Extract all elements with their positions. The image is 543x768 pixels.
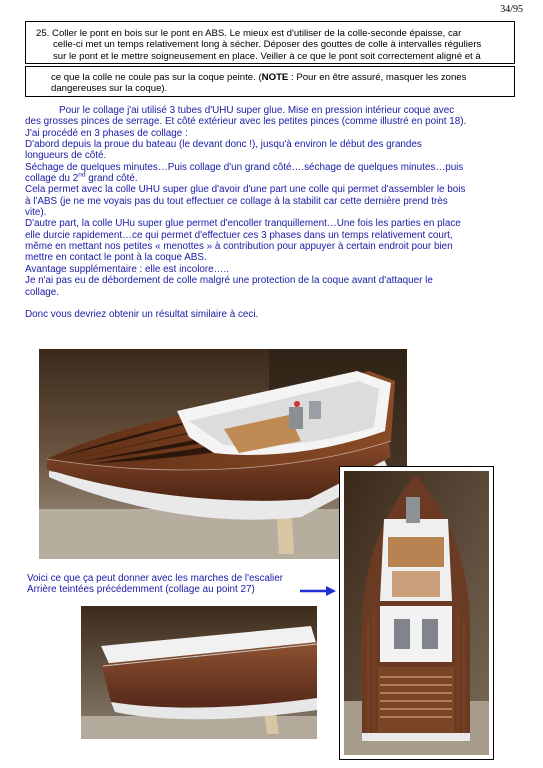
paragraph-line: Séchage de quelques minutes…Puis collage d'un grand côté….séchage de quelques minutes…puis	[25, 161, 464, 173]
paragraph-line: à l'ABS (je ne me voyais pas du tout effectuer ce collage à la stabilit car cette dernière prend très	[25, 195, 448, 207]
instruction-text: Coller le pont en bois sur le pont en ABS. Le mieux est d'utiliser de la colle-seconde épaisse, car	[49, 28, 462, 39]
paragraph-line	[25, 173, 520, 184]
paragraph-line: vite).	[25, 207, 47, 219]
instruction-line-5: dangereuses sur la coque).	[51, 83, 168, 95]
paragraph-line: elle durcie rapidement…ce qui permet d'effectuer ces 3 phases dans un temps relativement court,	[25, 229, 453, 241]
note-label: NOTE	[261, 72, 289, 83]
paragraph-line: D'abord depuis la proue du bateau (le devant donc !), jusqu'à environ le début des grandes	[25, 139, 422, 151]
paragraph-line: collage.	[25, 286, 60, 298]
paragraph-line: Je n'ai pas eu de débordement de colle malgré une protection de la coque avant d'attaquer le	[25, 275, 433, 287]
paragraph-line: J'ai procédé en 3 phases de collage :	[25, 127, 188, 139]
step-number: 25.	[36, 28, 50, 39]
paragraph-line: des grosses pinces de serrage. Et côté extérieur avec les petites pinces (comme illustré en point 18).	[25, 116, 467, 128]
boat-top-illustration	[344, 471, 489, 755]
instruction-box-bottom	[25, 66, 515, 97]
photo-frame-top-view	[339, 466, 494, 760]
caption-stern-steps	[27, 573, 327, 596]
page-number: 34/95	[500, 4, 523, 15]
instruction-line-4	[51, 72, 506, 83]
boat-stern-illustration	[81, 606, 317, 739]
paragraph-line: même en mettant nos petites « menottes » à contribution pour appuyer à certain endroit pour bien	[25, 241, 453, 253]
paragraph-line: mettre en contact le pont à la coque ABS.	[25, 252, 207, 264]
caption-line: Arrière teintées précédemment (collage au point 27)	[27, 584, 255, 596]
paragraph-line: Avantage supplémentaire : elle est incolore…..	[25, 263, 230, 275]
caption-line: Voici ce que ça peut donner avec les marches de l'escalier	[27, 573, 284, 584]
text-run: collage du 2	[25, 173, 79, 185]
arrow-right-icon	[300, 585, 336, 597]
instruction-line-3: sur le pont et le mettre soigneusement en place. Veiller à ce que le pont soit correctement aligné et à	[53, 50, 481, 62]
paragraph-line: Cela permet avec la colle UHU super glue d'avoir d'une part une colle qui permet d'assembler le bois	[25, 184, 466, 196]
superscript: nd	[78, 171, 86, 179]
instruction-line-1	[36, 28, 506, 39]
body-text	[25, 105, 520, 320]
instruction-line-2: celle-ci met un temps relativement long à sécher. Déposer des gouttes de colle à intervalles réguliers	[53, 39, 482, 51]
photo-boat-top-view	[344, 471, 489, 755]
instruction-text: ce que la colle ne coule pas sur la coque peinte. (	[51, 72, 262, 83]
paragraph-line: longueurs de côté.	[25, 150, 107, 162]
photo-boat-stern-view	[81, 606, 317, 739]
paragraph-line: Pour le collage j'ai utilisé 3 tubes d'UHU super glue. Mise en pression intérieur coque avec	[59, 105, 455, 116]
paragraph-line: D'autre part, la colle UHu super glue permet d'encoller tranquillement…Une fois les parties en place	[25, 218, 461, 230]
instruction-box-top	[25, 21, 515, 64]
instruction-text: : Pour en être assuré, masquer les zones	[288, 72, 467, 83]
paragraph-line: Donc vous devriez obtenir un résultat similaire à ceci.	[25, 308, 259, 320]
text-run: grand côté.	[85, 173, 138, 185]
